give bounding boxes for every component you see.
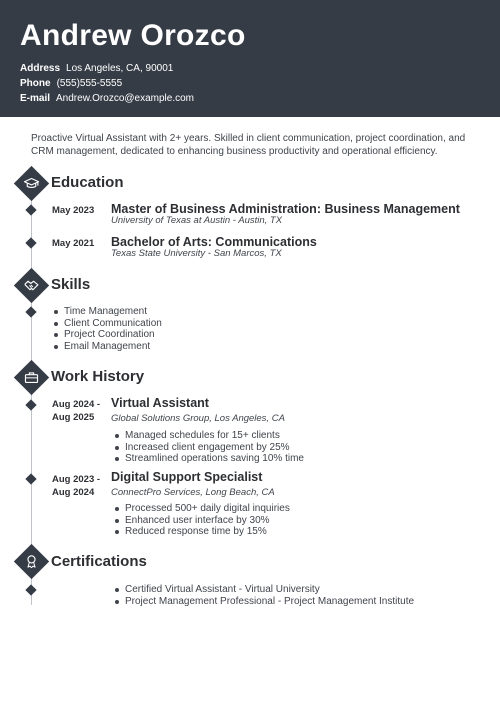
job-title: Digital Support Specialist	[111, 470, 263, 484]
list-item: Certified Virtual Assistant - Virtual University	[115, 584, 414, 596]
list-item: Project Coordination	[54, 329, 162, 341]
section-title-work-history: Work History	[51, 368, 145, 385]
contact-address	[20, 63, 173, 75]
job-date-end: Aug 2025	[52, 412, 95, 423]
phone-label: Phone	[20, 78, 51, 89]
professional-summary: Proactive Virtual Assistant with 2+ years. Skilled in client communication, project coordination, and CRM management, dedicated to enhancing business productivity and operational efficiency.	[31, 133, 466, 157]
timeline-marker	[25, 306, 36, 317]
email-value[interactable]: Andrew.Orozco@example.com	[56, 93, 194, 104]
timeline-marker	[25, 584, 36, 595]
job-date-end: Aug 2024	[52, 487, 95, 498]
job-date	[52, 398, 100, 424]
contact-phone	[20, 78, 122, 90]
list-item: Time Management	[54, 306, 162, 318]
address-label: Address	[20, 63, 61, 74]
timeline-marker	[25, 473, 36, 484]
phone-value: (555)555-5555	[56, 78, 123, 89]
job-date	[52, 473, 100, 499]
section-icon-certifications	[14, 544, 49, 579]
contact-email	[20, 93, 194, 105]
list-item: Enhanced user interface by 30%	[115, 515, 290, 527]
list-item: Managed schedules for 15+ clients	[115, 430, 304, 442]
job-date-start: Aug 2024 -	[52, 399, 101, 410]
section-icon-work	[14, 360, 49, 395]
email-label: E-mail	[20, 93, 51, 104]
education-date: May 2023	[52, 205, 95, 216]
award-ribbon-icon	[23, 553, 40, 570]
graduation-cap-icon	[23, 175, 40, 192]
education-date: May 2021	[52, 238, 95, 249]
section-title-skills: Skills	[51, 276, 91, 293]
list-item: Processed 500+ daily digital inquiries	[115, 503, 290, 515]
job-bullets	[115, 503, 290, 538]
job-bullets	[115, 430, 304, 465]
skills-list	[54, 306, 162, 352]
list-item: Project Management Professional - Project Management Institute	[115, 596, 414, 608]
job-company: ConnectPro Services, Long Beach, CA	[111, 487, 275, 498]
section-title-certifications: Certifications	[51, 553, 147, 570]
list-item: Reduced response time by 15%	[115, 526, 290, 538]
list-item: Increased client engagement by 25%	[115, 442, 304, 454]
education-degree: Master of Business Administration: Business Management	[111, 202, 460, 216]
education-school: Texas State University - San Marcos, TX	[111, 248, 282, 259]
education-school: University of Texas at Austin - Austin, TX	[111, 215, 283, 226]
briefcase-icon	[23, 369, 40, 386]
job-date-start: Aug 2023 -	[52, 474, 101, 485]
certifications-list	[115, 584, 414, 607]
timeline-marker	[25, 237, 36, 248]
handshake-icon	[23, 277, 40, 294]
section-icon-education	[14, 166, 49, 201]
list-item: Client Communication	[54, 318, 162, 330]
candidate-name: Andrew Orozco	[20, 19, 246, 52]
timeline-marker	[25, 204, 36, 215]
list-item: Streamlined operations saving 10% time	[115, 453, 304, 465]
address-value: Los Angeles, CA, 90001	[66, 63, 174, 74]
section-title-education: Education	[51, 174, 124, 191]
job-title: Virtual Assistant	[111, 396, 209, 410]
education-degree: Bachelor of Arts: Communications	[111, 235, 317, 249]
resume-header	[0, 0, 500, 117]
job-company: Global Solutions Group, Los Angeles, CA	[111, 413, 285, 424]
list-item: Email Management	[54, 341, 162, 353]
timeline-marker	[25, 399, 36, 410]
section-icon-skills	[14, 268, 49, 303]
